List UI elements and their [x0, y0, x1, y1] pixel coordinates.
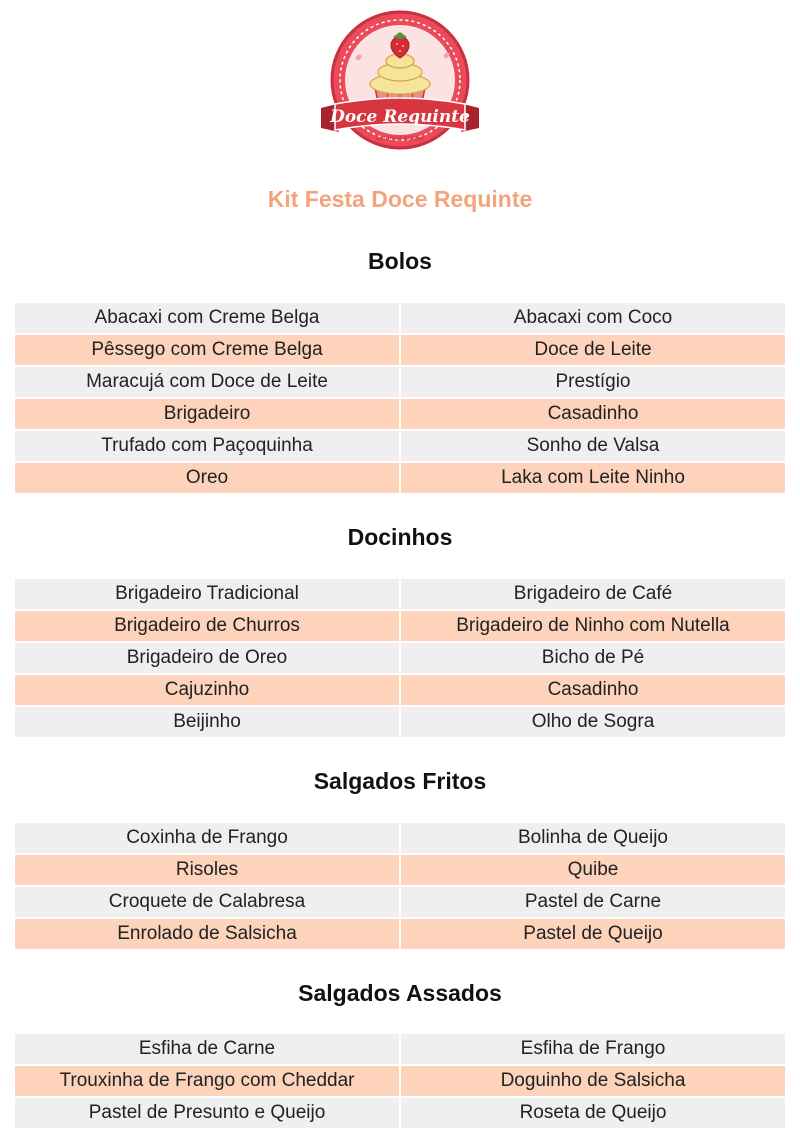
logo-brand-text: Doce Requinte: [330, 107, 470, 127]
menu-table-docinhos: [13, 577, 787, 739]
table-cell: Oreo: [14, 462, 400, 494]
logo: [0, 8, 800, 168]
section-title-salgados-assados: Salgados Assados: [298, 980, 502, 1006]
menu-table-salgados-assados: [13, 1032, 787, 1130]
table-cell: Casadinho: [400, 674, 786, 706]
table-cell: Bolinha de Queijo: [400, 822, 786, 854]
table-cell: Laka com Leite Ninho: [400, 462, 786, 494]
table-cell: Bicho de Pé: [400, 642, 786, 674]
table-row: [14, 674, 786, 706]
section-title-bolos: Bolos: [368, 248, 432, 274]
table-cell: Pastel de Queijo: [400, 918, 786, 950]
table-cell: Esfiha de Frango: [400, 1033, 786, 1065]
table-cell: Brigadeiro de Ninho com Nutella: [400, 610, 786, 642]
table-cell: Coxinha de Frango: [14, 822, 400, 854]
table-cell: Brigadeiro de Oreo: [14, 642, 400, 674]
doce-requinte-logo: [315, 8, 485, 168]
table-cell: Brigadeiro Tradicional: [14, 578, 400, 610]
table-row: [14, 334, 786, 366]
table-cell: Brigadeiro de Churros: [14, 610, 400, 642]
table-row: [14, 1097, 786, 1129]
table-row: [14, 822, 786, 854]
table-cell: Doce de Leite: [400, 334, 786, 366]
table-row: [14, 610, 786, 642]
table-cell: Trouxinha de Frango com Cheddar: [14, 1065, 400, 1097]
table-row: [14, 578, 786, 610]
table-row: [14, 366, 786, 398]
logo-tagline-text: Gourmet Acepor: [375, 135, 425, 142]
table-cell: Abacaxi com Coco: [400, 302, 786, 334]
table-cell: Brigadeiro de Café: [400, 578, 786, 610]
table-cell: Prestígio: [400, 366, 786, 398]
table-cell: Abacaxi com Creme Belga: [14, 302, 400, 334]
table-cell: Pastel de Carne: [400, 886, 786, 918]
table-cell: Pastel de Presunto e Queijo: [14, 1097, 400, 1129]
table-row: [14, 302, 786, 334]
table-cell: Maracujá com Doce de Leite: [14, 366, 400, 398]
table-cell: Enrolado de Salsicha: [14, 918, 400, 950]
table-cell: Pêssego com Creme Belga: [14, 334, 400, 366]
table-row: [14, 918, 786, 950]
page-title: Kit Festa Doce Requinte: [267, 186, 533, 212]
table-cell: Trufado com Paçoquinha: [14, 430, 400, 462]
table-cell: Doguinho de Salsicha: [400, 1065, 786, 1097]
menu-table-salgados-fritos: [13, 821, 787, 951]
table-cell: Beijinho: [14, 706, 400, 738]
table-cell: Esfiha de Carne: [14, 1033, 400, 1065]
table-cell: Roseta de Queijo: [400, 1097, 786, 1129]
table-row: [14, 1033, 786, 1065]
table-cell: Casadinho: [400, 398, 786, 430]
table-row: [14, 886, 786, 918]
table-row: [14, 398, 786, 430]
table-cell: Croquete de Calabresa: [14, 886, 400, 918]
table-cell: Cajuzinho: [14, 674, 400, 706]
section-title-salgados-fritos: Salgados Fritos: [313, 768, 487, 794]
table-cell: Sonho de Valsa: [400, 430, 786, 462]
section-title-docinhos: Docinhos: [347, 524, 453, 550]
table-row: [14, 706, 786, 738]
table-cell: Brigadeiro: [14, 398, 400, 430]
table-cell: Risoles: [14, 854, 400, 886]
table-row: [14, 462, 786, 494]
table-row: [14, 430, 786, 462]
menu-table-bolos: [13, 301, 787, 495]
table-row: [14, 642, 786, 674]
table-row: [14, 1065, 786, 1097]
table-cell: Olho de Sogra: [400, 706, 786, 738]
table-cell: Quibe: [400, 854, 786, 886]
table-row: [14, 854, 786, 886]
